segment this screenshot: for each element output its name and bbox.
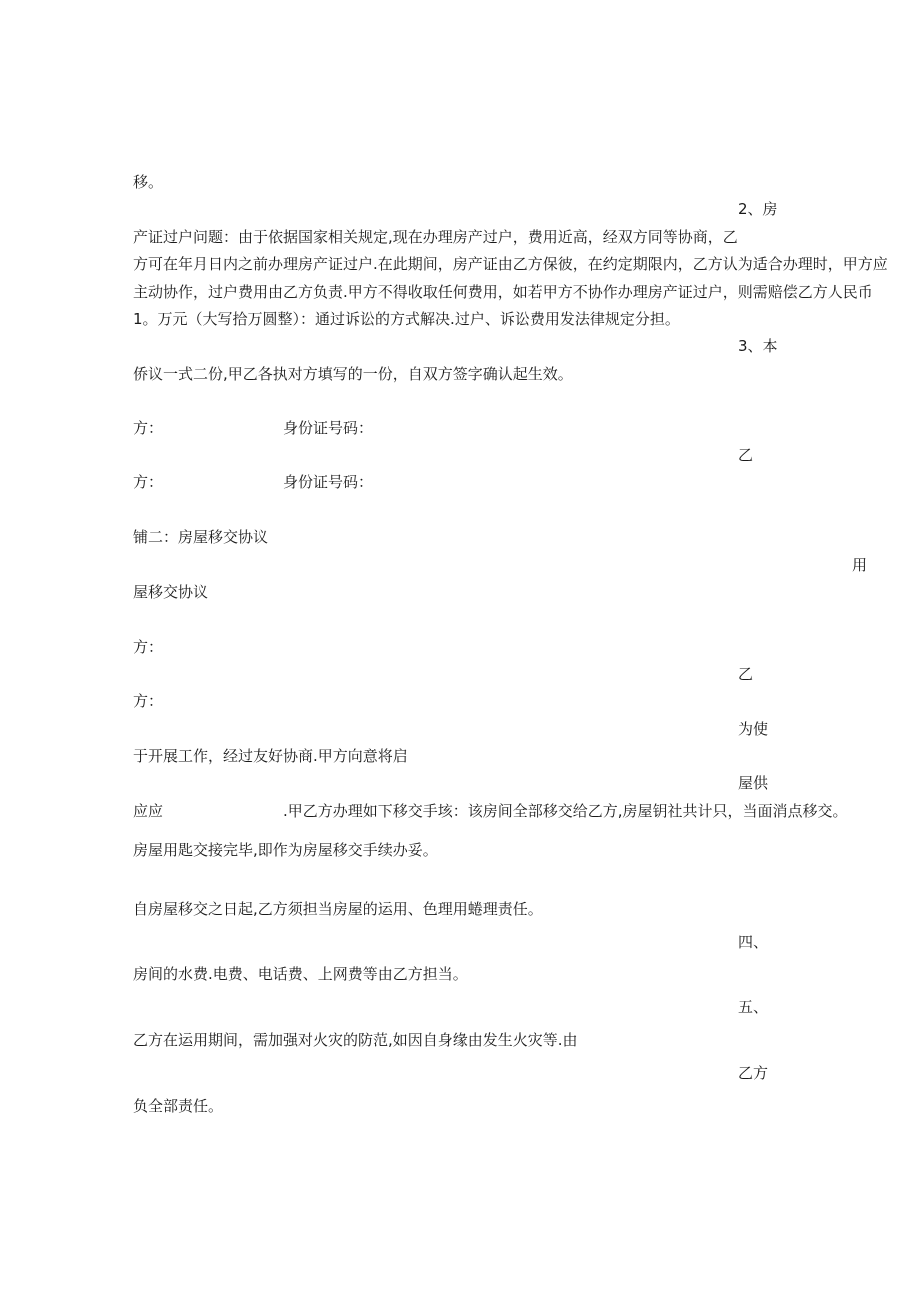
clause-number: 3、本 <box>738 337 778 355</box>
text-line: 产证过户问题：由于依据国家相关规定,现在办理房产过户，费用近高，经双方同等协商，乙 <box>133 228 738 246</box>
text-line: 为使 <box>738 720 769 738</box>
text-line: 负全部责任。 <box>133 1097 224 1115</box>
text-line: 主动协作，过户费用由乙方负责.甲方不得收取任何费用，如若甲方不协作办理房产证过户，则需赔偿乙方人民币 <box>133 283 873 301</box>
clause-number: 2、房 <box>738 200 778 218</box>
text-line: 移。 <box>133 173 164 191</box>
text-line: 于开展工作，经过友好协商.甲方向意将启 <box>133 747 408 765</box>
text-line: 方可在年月日内之前办理房产证过户.在此期间，房产证由乙方保彼，在约定期限内，乙方认为适合办理时，甲方应 <box>133 255 888 273</box>
party-label: 方： <box>133 473 164 491</box>
text-line: .甲乙方办理如下移交手垓：该房间全部移交给乙方,房屋钥社共计只，当面消点移交。 <box>283 802 848 820</box>
text-line: 1。万元（大写拾万圆整）：通过诉讼的方式解决.过户、诉讼费用发法律规定分担。 <box>133 310 680 328</box>
party-label: 方： <box>133 419 164 437</box>
clause-number: 四、 <box>738 933 769 951</box>
party-label: 方： <box>133 638 164 656</box>
text-line: 用 <box>852 556 868 574</box>
text-line: 乙方在运用期间，需加强对火灾的防范,如因自身缘由发生火灾等.由 <box>133 1031 578 1049</box>
text-line: 应应 <box>133 802 164 820</box>
party-label: 乙 <box>738 446 754 464</box>
party-label: 方： <box>133 692 164 710</box>
party-label: 乙 <box>738 665 754 683</box>
section-title: 铺二：房屋移交协议 <box>133 528 269 546</box>
id-number-label: 身份证号码： <box>283 419 374 437</box>
text-line: 屋供 <box>738 774 769 792</box>
text-line: 乙方 <box>738 1064 769 1082</box>
text-line: 侨议一式二份,甲乙各执对方填写的一份，自双方签字确认起生效。 <box>133 365 573 383</box>
text-line: 房间的水费.电费、电话费、上网费等由乙方担当。 <box>133 965 468 983</box>
text-line: 自房屋移交之日起,乙方须担当房屋的运用、色理用蜷理责任。 <box>133 900 543 918</box>
text-line: 房屋用匙交接完毕,即作为房屋移交手续办妥。 <box>133 841 438 859</box>
id-number-label: 身份证号码： <box>283 473 374 491</box>
clause-number: 五、 <box>738 998 769 1016</box>
text-line: 屋移交协议 <box>133 583 209 601</box>
